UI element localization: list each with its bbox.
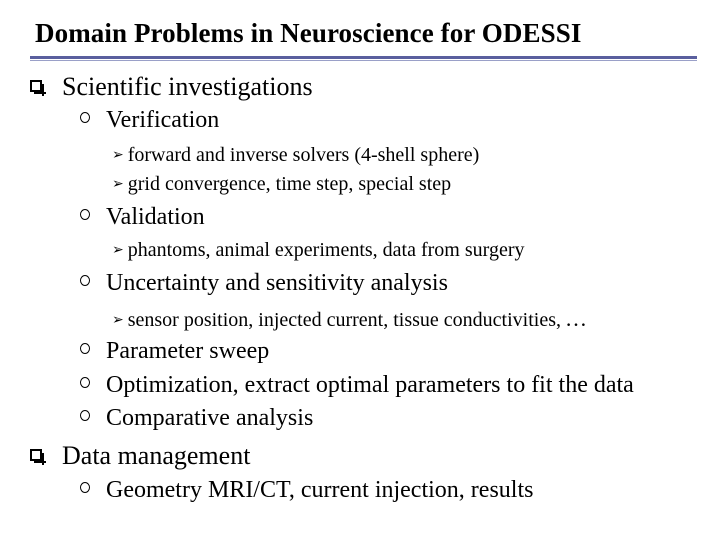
- arrowhead-bullet-icon: ➢: [112, 243, 124, 258]
- bullet-uncertainty-sensitivity: [80, 270, 448, 297]
- bullet-optimization: [80, 372, 634, 399]
- bullet-verification: [80, 107, 219, 134]
- arrowhead-bullet-icon: ➢: [112, 313, 124, 328]
- hollow-circle-bullet-icon: [80, 377, 90, 388]
- ellipsis: …: [564, 306, 588, 331]
- bullet-text: phantoms, animal experiments, data from surgery: [127, 239, 525, 261]
- title-underline: [30, 56, 697, 59]
- hollow-circle-bullet-icon: [80, 410, 90, 421]
- bullet-text: sensor position, injected current, tissue conductivities,: [127, 309, 561, 331]
- bullet-text: Verification: [106, 107, 220, 133]
- bullet-text: forward and inverse solvers (4-shell sphere): [127, 144, 480, 166]
- bullet-forward-inverse-solvers: [112, 144, 479, 167]
- bullet-parameter-sweep: [80, 338, 269, 365]
- hollow-square-bullet-icon: [30, 80, 42, 92]
- bullet-validation: [80, 204, 205, 231]
- bullet-sensor-position: [112, 306, 588, 332]
- bullet-text: Data management: [62, 441, 251, 470]
- bullet-text: Uncertainty and sensitivity analysis: [106, 270, 448, 296]
- hollow-circle-bullet-icon: [80, 209, 90, 220]
- bullet-text: Parameter sweep: [106, 338, 270, 364]
- arrowhead-bullet-icon: ➢: [112, 148, 124, 163]
- bullet-text: grid convergence, time step, special step: [127, 173, 452, 195]
- arrowhead-bullet-icon: ➢: [112, 177, 124, 192]
- hollow-circle-bullet-icon: [80, 275, 90, 286]
- hollow-square-bullet-icon: [30, 449, 42, 461]
- bullet-text: Optimization, extract optimal parameters to fit the data: [106, 372, 634, 398]
- bullet-geometry: [80, 477, 533, 504]
- bullet-text: Validation: [106, 204, 205, 230]
- bullet-text: Geometry MRI/CT, current injection, results: [106, 477, 534, 503]
- bullet-phantoms: [112, 239, 524, 262]
- bullet-text: Comparative analysis: [106, 405, 314, 431]
- bullet-data-management: [30, 441, 250, 471]
- hollow-circle-bullet-icon: [80, 343, 90, 354]
- bullet-scientific-investigations: [30, 72, 313, 102]
- bullet-text: Scientific investigations: [62, 72, 313, 101]
- hollow-circle-bullet-icon: [80, 482, 90, 493]
- hollow-circle-bullet-icon: [80, 112, 90, 123]
- bullet-comparative-analysis: [80, 405, 313, 432]
- slide-title: Domain Problems in Neuroscience for ODESSI: [35, 18, 582, 48]
- bullet-grid-convergence: [112, 173, 451, 196]
